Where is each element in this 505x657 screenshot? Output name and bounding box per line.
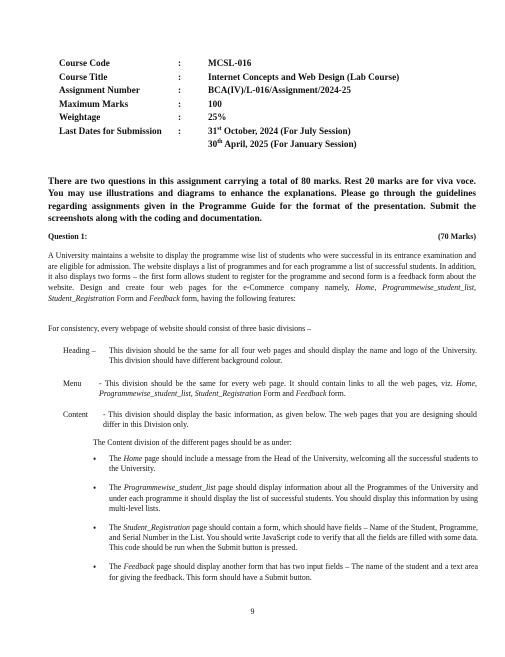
problem-description: A University maintains a website to display the programme wise list of students who were successful in its entrance examination and are eligible for admission. The website displays a list of programmes and for each programme a list of successful students. In addition, it also displays two forms – the first form allows student to register for the programme and second form is a feedback form about the website. Design and create four web pages for the e-Commerce company namely, Home, Programmewise_student_list, Student_Registration Form and Feedback form, having the following features: xyxy=(48,251,476,303)
bullet-icon: • xyxy=(93,454,97,464)
question-marks: (70 Marks) xyxy=(438,232,476,241)
bullet-icon: • xyxy=(93,522,97,533)
meta-value: Internet Concepts and Web Design (Lab Course) xyxy=(208,71,400,82)
meta-colon: : xyxy=(178,112,182,122)
division-content-label: Content xyxy=(63,410,88,419)
bullet-icon: • xyxy=(93,562,97,573)
list-item: • The Student_Registration page should contain a form, which should have fields – Name of the Student, Programme, and Serial Number in the List. You should write JavaScript code to verify that all the fields are filled with some data. This code should be run when the Submit button is pressed. xyxy=(93,522,478,553)
meta-key: Weightage xyxy=(59,112,101,122)
meta-colon: : xyxy=(178,85,182,95)
last-date-july: 31st October, 2024 (For July Session) xyxy=(208,125,351,136)
meta-colon: : xyxy=(178,125,182,136)
division-content-text: - This division should display the basic information, as given below. The web pages that you are designing should differ in this Division only. xyxy=(103,410,477,430)
content-division-intro: The Content division of the different pages should be as under: xyxy=(93,438,292,447)
division-heading-label: Heading – xyxy=(63,346,96,355)
list-item: • The Programmewise_student_list page should display information about all the Programmes of the University and under each programme it should display the list of successful students. You should display this information by using multi-level lists. xyxy=(93,483,478,513)
meta-value: 100 xyxy=(208,98,222,109)
meta-value: 25% xyxy=(208,112,227,122)
meta-colon: : xyxy=(178,71,182,82)
meta-key: Course Title xyxy=(59,71,108,82)
division-menu-label: Menu xyxy=(63,379,82,388)
division-heading-text: This division should be the same for all four web pages and should display the name and logo of the University. This division should have different background colour. xyxy=(109,346,477,366)
page-number: 9 xyxy=(250,607,255,616)
meta-key: Assignment Number xyxy=(59,85,140,95)
list-item: • The Home page should include a message from the Head of the University, welcoming all the successful students to the University. xyxy=(93,454,479,474)
question-label: Question 1: xyxy=(48,232,88,241)
meta-value: MCSL-016 xyxy=(208,58,252,68)
meta-key: Last Dates for Submission xyxy=(59,125,162,136)
meta-colon: : xyxy=(178,58,182,68)
question-header xyxy=(48,232,476,241)
divisions-intro: For consistency, every webpage of website should consist of three basic divisions – xyxy=(48,324,312,333)
bullet-icon: • xyxy=(93,483,97,494)
meta-colon: : xyxy=(178,98,182,109)
list-item: • The Feedback page should display another form that has two input fields – The name of the student and a text area for giving the feedback. This form should have a Submit button. xyxy=(93,562,478,582)
meta-key: Maximum Marks xyxy=(59,98,129,109)
last-date-january: 30th April, 2025 (For January Session) xyxy=(208,138,357,149)
meta-value: BCA(IV)/L-016/Assignment/2024-25 xyxy=(208,85,351,95)
meta-key: Course Code xyxy=(59,58,110,68)
division-menu-text: - This division should be the same for every web page. It should contain links to all the web pages, viz. Home, Programmewise_student_list, Student_Registration Form and Feedback form. xyxy=(99,379,477,399)
content-bullet-list xyxy=(93,454,478,591)
assignment-intro: There are two questions in this assignment carrying a total of 80 marks. Rest 20 marks are for viva voce. You may use illustrations and diagrams to enhance the explanations. Please go through the guidelines regarding assignments given in the Programme Guide for the format of the presentation. Submit the screenshots along with the coding and documentation. xyxy=(48,177,476,224)
